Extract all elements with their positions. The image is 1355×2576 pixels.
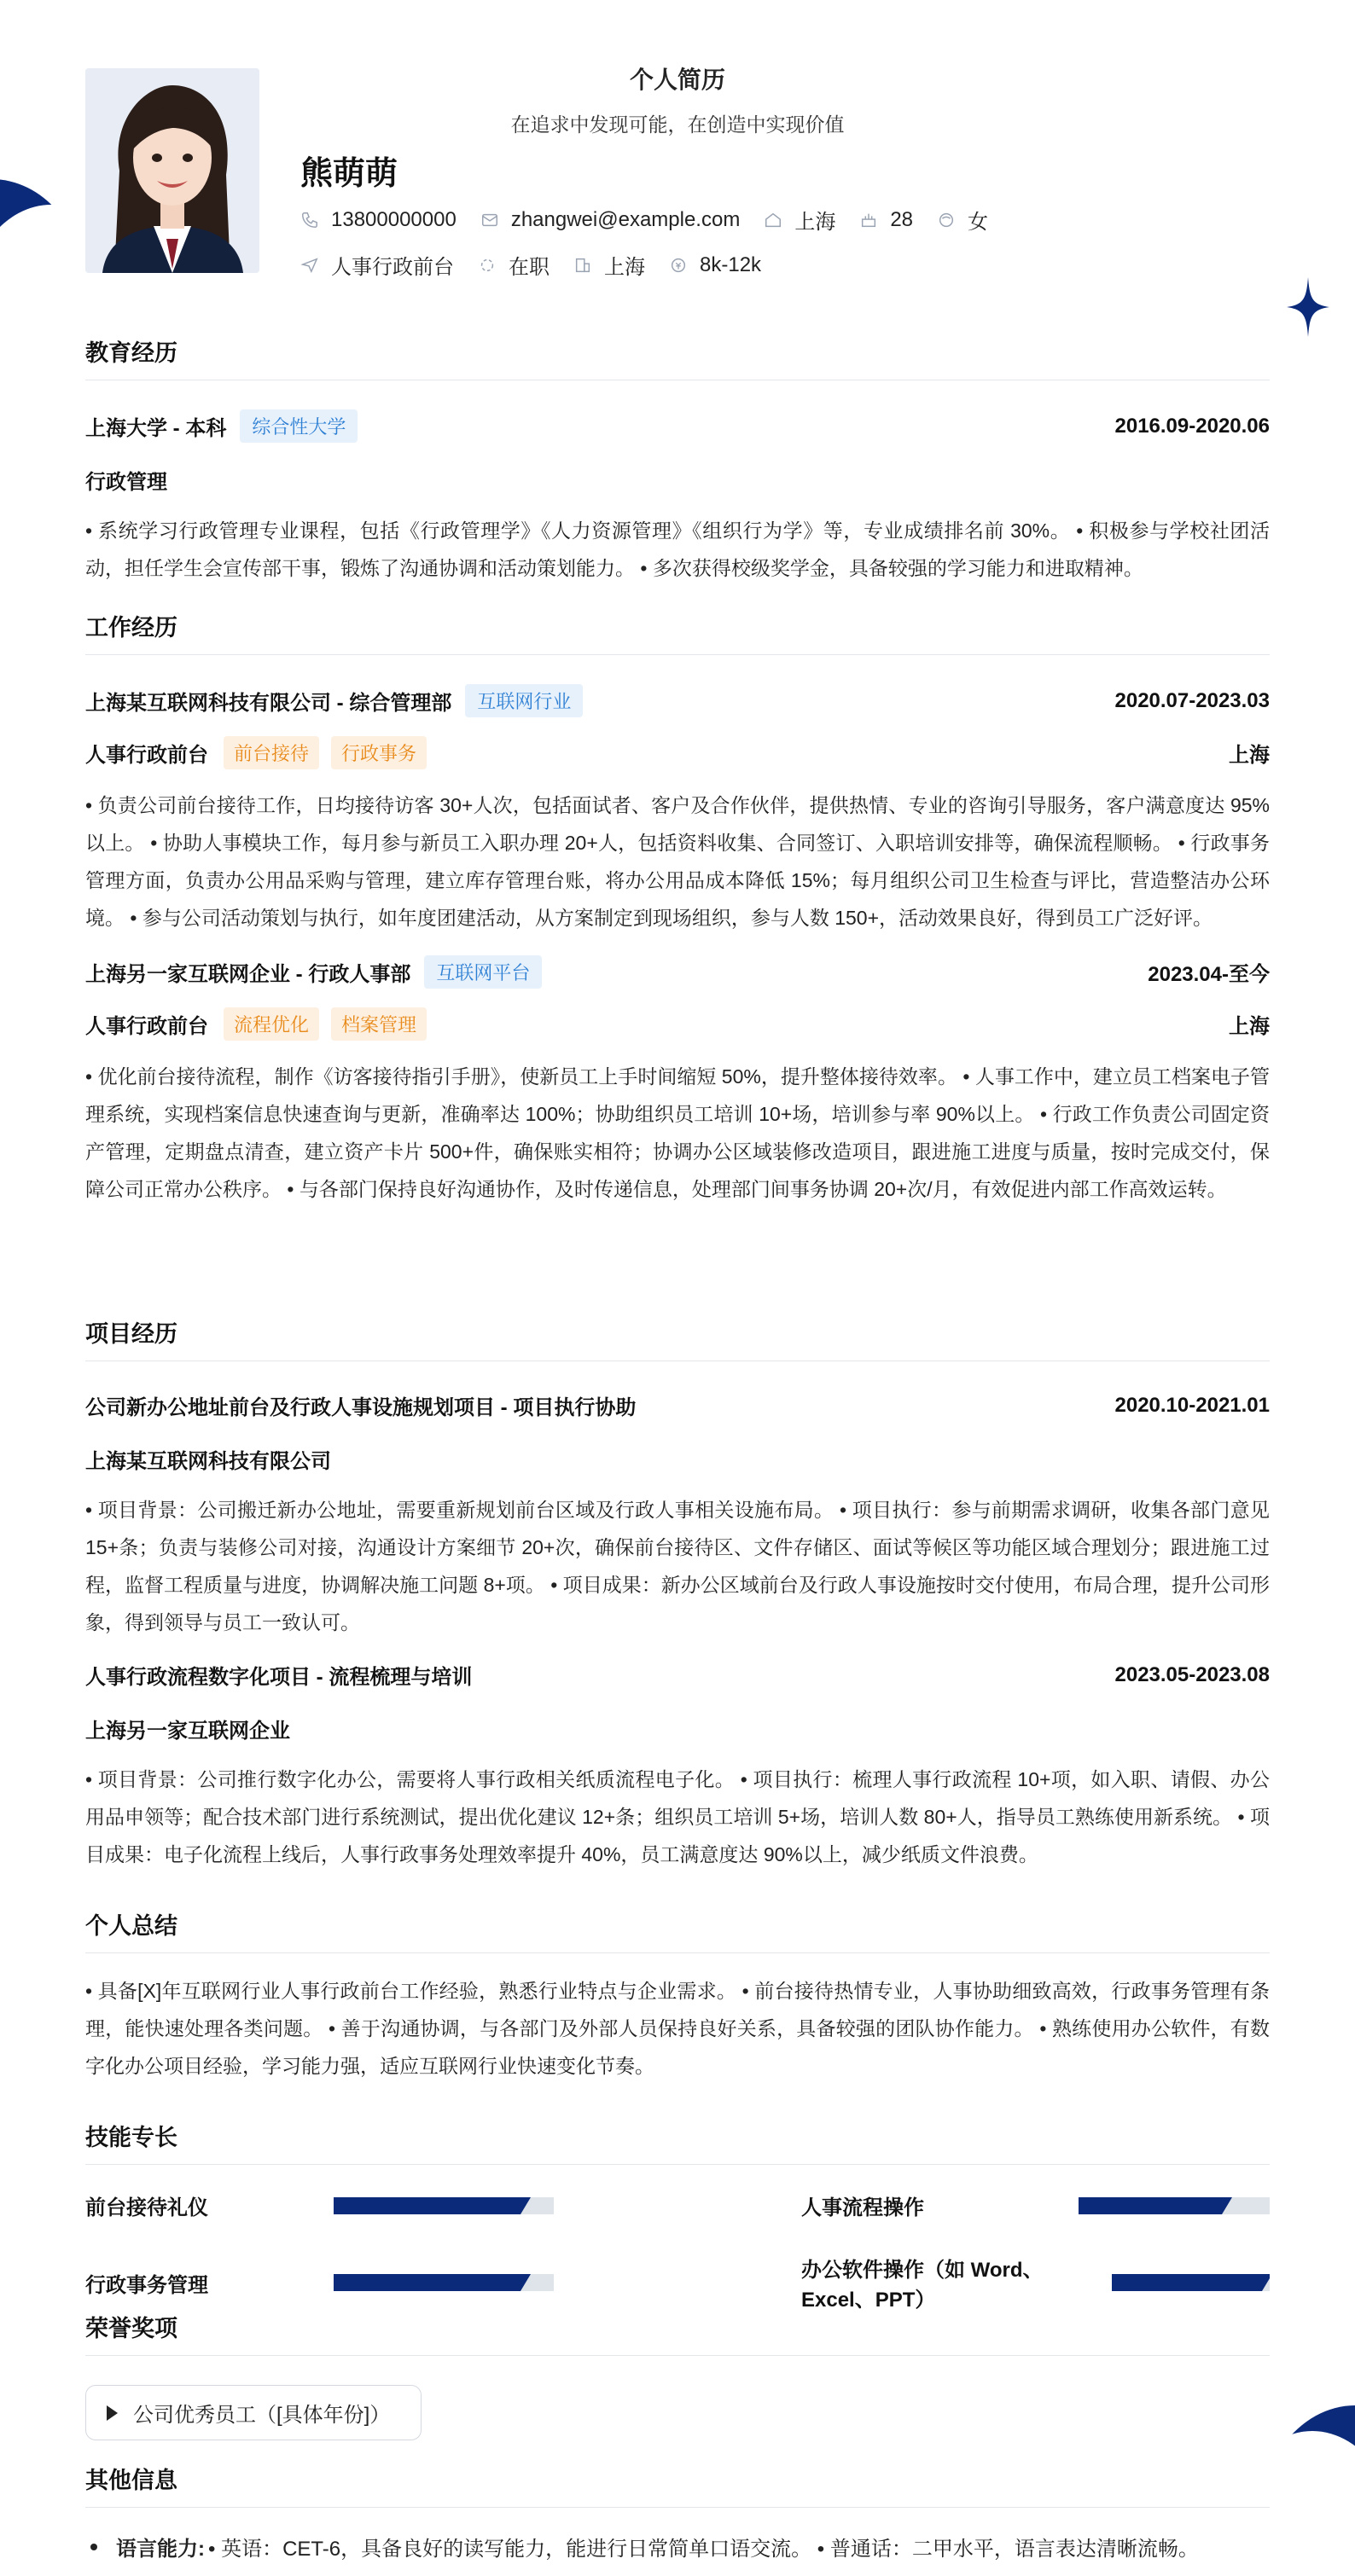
work-desc: • 优化前台接待流程，制作《访客接待指引手册》，使新员工上手时间缩短 50%，提升整体接待效率。 • 人事工作中，建立员工档案电子管理系统，实现档案信息快速查询与更新，准确率达 100%；协助组织员工培训 10+场，培训参与率 90%以上。 • 行政工作负责公司固定资产管理，定期盘点清查，建立资产卡片 500+件，确保账实相符；协调办公区域装修改造项目，跟进施工进度与质量，按时完成交付，保障公司正常办公秩序。 • 与各部门保持良好沟通协作，及时传递信息，处理部门间事务协调 20+次/月，有效促进内部工作高效运转。	[85, 1065, 1270, 1200]
role-name: 人事行政前台	[85, 1015, 208, 1038]
section-title: 项目经历	[85, 1315, 1270, 1361]
salary-item	[669, 253, 761, 277]
school-name: 上海大学 - 本科	[85, 417, 227, 440]
other-section	[85, 2462, 1270, 2561]
project-entry	[85, 1660, 1270, 1873]
bullet-icon	[90, 2544, 97, 2550]
skill-bar	[334, 2197, 554, 2214]
skill-tag: 流程优化	[224, 1007, 319, 1041]
company-name: 上海某互联网科技有限公司 - 综合管理部	[85, 692, 452, 715]
phone-icon	[300, 211, 319, 229]
gender-item	[937, 205, 988, 235]
candidate-name: 熊萌萌	[300, 156, 398, 192]
work-entry	[85, 684, 1270, 937]
role-name: 人事行政前台	[85, 744, 208, 767]
skill-tag: 档案管理	[331, 1007, 427, 1041]
skills-section	[85, 2119, 1270, 2312]
building-icon	[573, 256, 592, 275]
profile-photo	[85, 68, 259, 273]
skill-bar	[1079, 2197, 1270, 2214]
skill-tag: 前台接待	[224, 736, 319, 769]
skill-item	[801, 2253, 1270, 2312]
projects-section	[85, 1315, 1270, 1873]
skill-bar	[334, 2274, 554, 2291]
education-date: 2016.09-2020.06	[1114, 414, 1270, 438]
education-desc: • 系统学习行政管理专业课程，包括《行政管理学》《人力资源管理》《组织行为学》等，专业成绩排名前 30%。 • 积极参与学校社团活动，担任学生会宣传部干事，锻炼了沟通协调和活动策划能力。 • 多次获得校级奖学金，具备较强的学习能力和进取精神。	[85, 519, 1270, 579]
skill-tag: 行政事务	[331, 736, 427, 769]
salary-value: 8k-12k	[700, 252, 762, 276]
play-icon	[107, 2405, 118, 2421]
work-location: 上海	[1229, 1015, 1270, 1038]
summary-section	[85, 1907, 1270, 2085]
skill-item	[85, 2253, 554, 2312]
city-item	[764, 205, 835, 235]
company-name: 上海另一家互联网企业 - 行政人事部	[85, 963, 411, 986]
project-desc: • 项目背景：公司搬迁新办公地址，需要重新规划前台区域及行政人事相关设施布局。 • 项目执行：参与前期需求调研，收集各部门意见 15+条；负责与装修公司对接，沟通设计方案细节 20+次，确保前台接待区、文件存储区、面试等候区等功能区域合理划分；跟进施工过程，监督工程质量与进度，协调解决施工问题 8+项。 • 项目成果：新办公区域前台及行政人事设施按时交付使用，布局合理，提升公司形象，得到领导与员工一致认可。	[85, 1499, 1270, 1633]
skill-bar	[1112, 2274, 1270, 2291]
status-icon	[478, 256, 497, 275]
project-name: 人事行政流程数字化项目 - 流程梳理与培训	[85, 1666, 473, 1689]
honors-section	[85, 2310, 1270, 2440]
send-icon	[300, 256, 319, 275]
project-date: 2023.05-2023.08	[1114, 1662, 1270, 1686]
target-city-value: 上海	[604, 256, 645, 279]
target-city-item	[573, 250, 645, 280]
industry-tag: 互联网行业	[465, 684, 583, 717]
city-value: 上海	[794, 211, 836, 234]
industry-tag: 互联网平台	[424, 955, 542, 989]
gender-icon	[937, 211, 956, 229]
language-line	[85, 2532, 1270, 2561]
skill-item	[801, 2190, 1270, 2220]
phone-value: 13800000000	[331, 207, 457, 231]
position-value: 人事行政前台	[331, 256, 454, 279]
age-value: 28	[890, 207, 914, 231]
major: 行政管理	[85, 471, 167, 494]
age-item	[859, 208, 913, 232]
work-date: 2023.04-至今	[1148, 963, 1270, 986]
contact-row	[300, 205, 1012, 235]
email-item	[480, 208, 741, 232]
project-date: 2020.10-2021.01	[1114, 1393, 1270, 1417]
honor-text: 公司优秀员工（[具体年份]）	[133, 2404, 391, 2427]
project-entry	[85, 1390, 1270, 1641]
position-item	[300, 250, 454, 280]
project-desc: • 项目背景：公司推行数字化办公，需要将人事行政相关纸质流程电子化。 • 项目执行：梳理人事行政流程 10+项，如入职、请假、办公用品申领等；配合技术部门进行系统测试，提出优化建议 12+条；组织员工培训 5+场，培训人数 80+人，指导员工熟练使用新系统。 • 项目成果：电子化流程上线后，人事行政事务处理效率提升 40%，员工满意度达 90%以上，减少纸质文件浪费。	[85, 1768, 1270, 1865]
cake-icon	[859, 211, 878, 229]
skill-item	[85, 2190, 554, 2220]
job-intent-row	[300, 250, 785, 280]
section-title: 荣誉奖项	[85, 2310, 1270, 2356]
skill-name: 行政事务管理	[85, 2273, 208, 2297]
status-value: 在职	[509, 256, 550, 279]
phone-item	[300, 208, 457, 232]
skill-name: 办公软件操作（如 Word、Excel、PPT）	[801, 2259, 1044, 2312]
project-org: 上海另一家互联网企业	[85, 1720, 290, 1743]
section-title: 教育经历	[85, 334, 1270, 380]
language-text: • 英语：CET-6，具备良好的读写能力，能进行日常简单口语交流。 • 普通话：二甲水平，语言表达清晰流畅。	[208, 2538, 1199, 2561]
work-desc: • 负责公司前台接待工作，日均接待访客 30+人次，包括面试者、客户及合作伙伴，提供热情、专业的咨询引导服务，客户满意度达 95%以上。 • 协助人事模块工作，每月参与新员工入职办理 20+人，包括资料收集、合同签订、入职培训安排等，确保流程顺畅。 • 行政事务管理方面，负责办公用品采购与管理，建立库存管理台账，将办公用品成本降低 15%；每月组织公司卫生检查与评比，营造整洁办公环境。 • 参与公司活动策划与执行，如年度团建活动，从方案制定到现场组织，参与人数 150+，活动效果良好，得到员工广泛好评。	[85, 794, 1270, 929]
email-icon	[480, 211, 499, 229]
skill-name: 人事流程操作	[801, 2196, 924, 2219]
section-title: 技能专长	[85, 2119, 1270, 2165]
home-icon	[764, 211, 782, 229]
language-label: 语言能力:	[116, 2538, 205, 2561]
sparkle-star-icon	[1287, 277, 1329, 337]
education-section	[85, 334, 1270, 587]
email-value: zhangwei@example.com	[510, 207, 741, 231]
project-org: 上海某互联网科技有限公司	[85, 1450, 331, 1473]
section-title: 其他信息	[85, 2462, 1270, 2508]
skill-name: 前台接待礼仪	[85, 2196, 208, 2219]
skills-grid	[85, 2190, 1270, 2312]
status-item	[478, 250, 550, 280]
work-location: 上海	[1229, 744, 1270, 767]
school-tag: 综合性大学	[240, 409, 358, 443]
work-section	[85, 609, 1270, 1208]
document-title: 个人简历	[629, 67, 725, 93]
summary-desc: • 具备[X]年互联网行业人事行政前台工作经验，熟悉行业特点与企业需求。 • 前台接待热情专业，人事协助细致高效，行政事务管理有条理，能快速处理各类问题。 • 善于沟通协调，与各部门及外部人员保持良好关系，具备较强的团队协作能力。 • 熟练使用办公软件，有数字化办公项目经验，学习能力强，适应互联网行业快速变化节奏。	[85, 1980, 1270, 2077]
project-name: 公司新办公地址前台及行政人事设施规划项目 - 项目执行协助	[85, 1396, 637, 1419]
work-entry	[85, 955, 1270, 1208]
coin-icon	[669, 256, 688, 275]
gender-value: 女	[968, 211, 989, 234]
section-title: 工作经历	[85, 609, 1270, 655]
tagline: 在追求中发现可能，在创造中实现价值	[510, 113, 845, 136]
honor-item[interactable]	[85, 2385, 422, 2440]
work-date: 2020.07-2023.03	[1114, 688, 1270, 712]
section-title: 个人总结	[85, 1907, 1270, 1953]
